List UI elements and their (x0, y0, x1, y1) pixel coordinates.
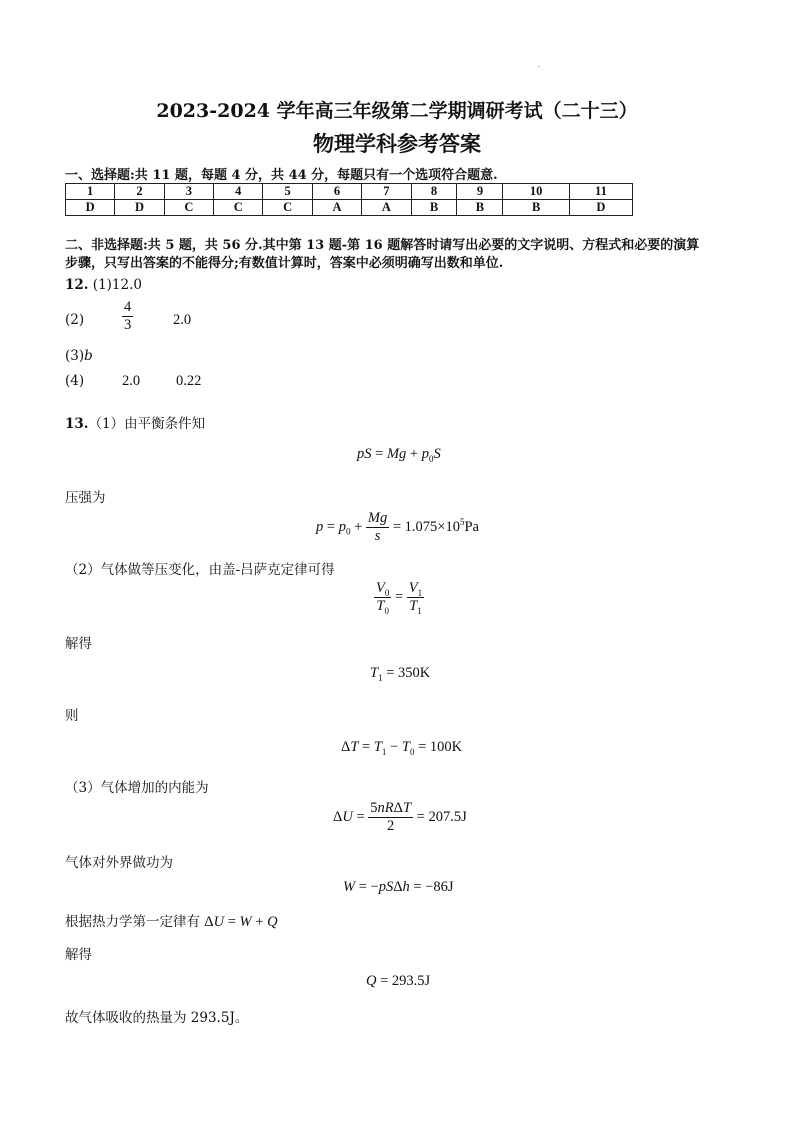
q12-number: 12. (65, 277, 89, 293)
answer-cell: C (263, 200, 312, 216)
answer-cell: A (362, 200, 411, 216)
gay-lussac-equation: $\frac{V_0}{T_0}$ = $\frac{V_1}{T_1}$ (376, 580, 423, 616)
heat-equation: Q = 293.5J (366, 973, 431, 989)
question-number-cell: 10 (503, 184, 569, 200)
pressure-exponent: 5 (459, 517, 465, 527)
answer-table (65, 183, 633, 216)
then-label: 则 (65, 708, 79, 724)
q12-part3 (65, 348, 93, 364)
work-label: 气体对外界做功为 (65, 855, 173, 871)
answer-cell: B (411, 200, 457, 216)
question-number-cell: 5 (263, 184, 312, 200)
question-number-cell: 9 (457, 184, 503, 200)
answer-row (66, 200, 633, 216)
answer-cell: B (503, 200, 569, 216)
question-number-cell: 7 (362, 184, 411, 200)
internal-energy-equation: ΔU = $\frac{\text{5nRΔT}}{2}$ = 207.5J (333, 800, 467, 834)
answer-cell: C (164, 200, 213, 216)
conclusion-text: 故气体吸收的热量为 293.5J。 (65, 1010, 249, 1026)
pressure-label: 压强为 (65, 490, 106, 506)
fraction-denominator: 3 (124, 317, 132, 333)
scan-mark (538, 66, 540, 67)
pressure-equation: $p = p_0$ + $\frac{Mg}{s}$ = $1.075\times 10^5Pa$ (316, 510, 479, 544)
q13-part1-intro: 13.（1）由平衡条件知 (65, 416, 206, 432)
q12-part2-label: (2) (65, 312, 85, 328)
solve-label-1: 解得 (65, 636, 92, 652)
pressure-result: = 1.075×10 (392, 518, 460, 535)
answer-cell: B (457, 200, 503, 216)
question-number-cell: 6 (312, 184, 361, 200)
answer-cell: A (312, 200, 361, 216)
equilibrium-equation: pS = $Mg + p_0S$ (357, 446, 441, 464)
section2-heading-line1: 二、非选择题:共 5 题，共 56 分.其中第 13 题-第 16 题解答时请写出必要的文字说明、方程式和必要的演算 (65, 238, 700, 253)
answer-key-title: 物理学科参考答案 (313, 131, 481, 156)
solve-label-2: 解得 (65, 947, 92, 963)
answer-cell: D (66, 200, 115, 216)
pressure-unit: Pa (464, 518, 479, 535)
question-number-cell: 8 (411, 184, 457, 200)
question-number-row (66, 184, 633, 200)
section1-heading: 一、选择题:共 11 题，每题 4 分，共 44 分，每题只有一个选项符合题意. (65, 168, 498, 183)
first-law-text: 根据热力学第一定律有 ΔU = W + Q (65, 914, 278, 930)
exam-title: 2023-2024 学年高三年级第二学期调研考试（二十三） (156, 100, 638, 122)
section2-heading-line2: 步骤，只写出答案的不能得分;有数值计算时，答案中必须明确写出数和单位. (65, 256, 504, 271)
q12-part1 (65, 277, 142, 293)
q12-part4-value1: 2.0 (122, 373, 141, 389)
q12-part4-label: (4) (65, 373, 85, 389)
q13-number: 13. (65, 416, 89, 432)
question-number-cell: 11 (569, 184, 632, 200)
answer-cell: D (569, 200, 632, 216)
question-number-cell: 2 (115, 184, 164, 200)
work-equation: W = −pSΔh = −86J (343, 879, 454, 895)
delta-t-equation: $\Delta T = T_1 - T_0 = 100K$ (341, 739, 463, 757)
q12-part4-value2: 0.22 (176, 373, 202, 389)
question-number-cell: 3 (164, 184, 213, 200)
question-number-cell: 4 (214, 184, 263, 200)
q13-part3-text: （3）气体增加的内能为 (65, 780, 209, 796)
answer-cell: D (115, 200, 164, 216)
t1-equation: $T_1 = 350K$ (370, 665, 431, 683)
q12-part3-label: (3) (65, 348, 85, 364)
answer-cell: C (214, 200, 263, 216)
question-number-cell: 1 (66, 184, 115, 200)
q12-part3-answer: b (84, 348, 93, 364)
q12-part2-fraction (122, 299, 133, 334)
q12-part2-value: 2.0 (173, 312, 192, 328)
q13-part2-text: （2）气体做等压变化，由盖-吕萨克定律可得 (65, 562, 335, 578)
q12-part1-answer: (1)12.0 (92, 277, 142, 293)
fraction-numerator: 4 (124, 299, 132, 315)
